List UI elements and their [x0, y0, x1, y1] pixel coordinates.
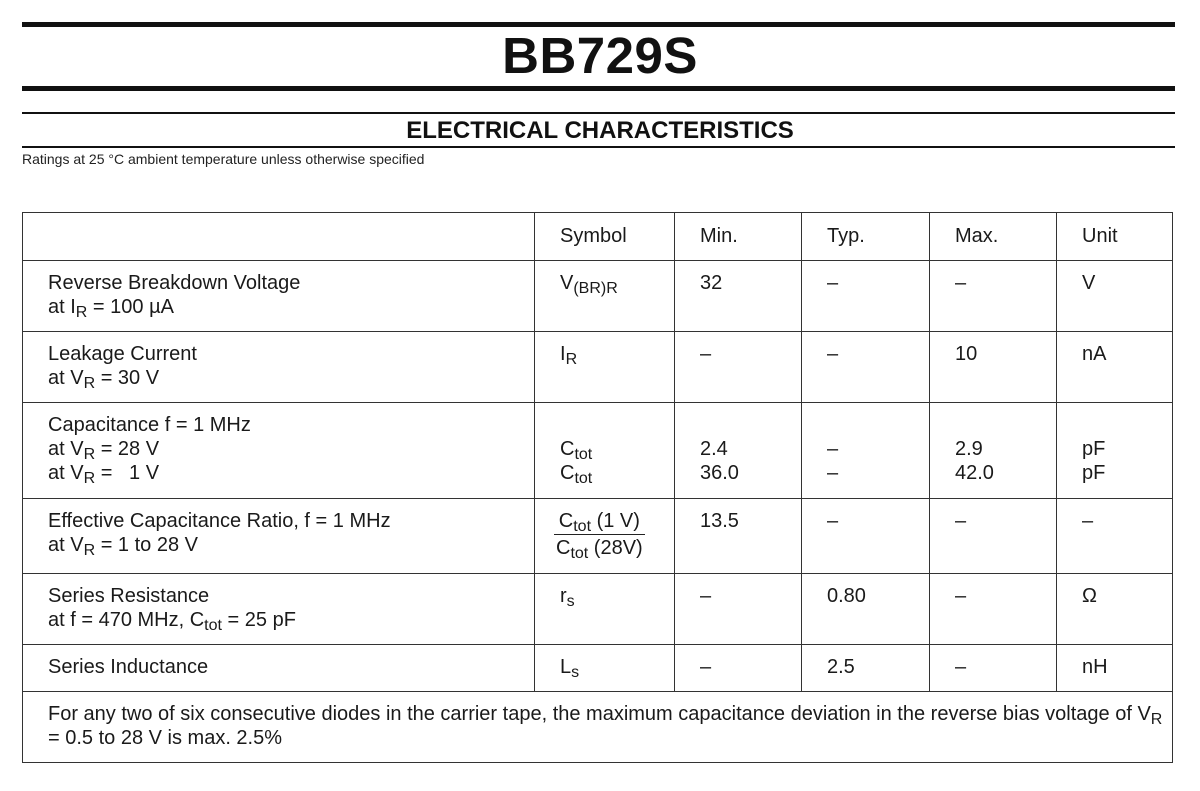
- header-typ: Typ.: [802, 213, 930, 261]
- parameter-condition: at $V_R = 28$ V: [48, 438, 160, 463]
- symbol-cell: $V_{(BR)R}$: [535, 261, 675, 332]
- parameter-condition: at $I_R = 100$ µA: [48, 296, 174, 321]
- header-max: Max.: [930, 213, 1057, 261]
- typ-value: –: [802, 261, 930, 332]
- footnote-text: For any two of six consecutive diodes in the carrier tape, the maximum capacitance deviation in the reverse bias voltage of $V_R = 0.5$ to 28 V is max. 2.5%: [23, 692, 1173, 763]
- parameter-cell: [23, 332, 535, 403]
- parameter-cell: [23, 499, 535, 574]
- min-value: –: [675, 574, 802, 645]
- header-unit: Unit: [1057, 213, 1173, 261]
- unit-value: –: [1057, 499, 1173, 574]
- parameter-cell: [23, 261, 535, 332]
- section-bottom-rule: [22, 146, 1175, 148]
- header-symbol: Symbol: [535, 213, 675, 261]
- unit-value: nH: [1057, 645, 1173, 692]
- footnote-row: [23, 692, 1173, 763]
- symbol-cell: $C_{tot}$ $C_{tot}$: [535, 403, 675, 499]
- parameter-title: Effective Capacitance Ratio, f = 1 MHz: [48, 510, 391, 532]
- table-row: [23, 332, 1173, 403]
- parameter-title: Series Inductance: [48, 656, 209, 678]
- symbol-cell: $L_s$: [535, 645, 675, 692]
- parameter-cell: [23, 403, 535, 499]
- unit-value: pF pF: [1057, 403, 1173, 499]
- parameter-title: Capacitance f = 1 MHz: [48, 414, 251, 436]
- header-parameter: [23, 213, 535, 261]
- section-top-rule: [22, 112, 1175, 114]
- table-header-row: [23, 213, 1173, 261]
- parameter-title: Leakage Current: [48, 343, 197, 365]
- max-value: 2.9 42.0: [930, 403, 1057, 499]
- max-value: –: [930, 261, 1057, 332]
- ratings-note: Ratings at 25 °C ambient temperature unless otherwise specified: [22, 151, 425, 167]
- table-row: [23, 403, 1173, 499]
- capacitance-ratio-fraction: $\frac{C_{tot} (1 V)}{C_{tot} (28V)}$: [556, 510, 643, 562]
- typ-value: 2.5: [802, 645, 930, 692]
- typ-value: 0.80: [802, 574, 930, 645]
- min-value: 13.5: [675, 499, 802, 574]
- max-value: –: [930, 499, 1057, 574]
- electrical-characteristics-table: [22, 212, 1173, 763]
- min-value: –: [675, 332, 802, 403]
- unit-value: V: [1057, 261, 1173, 332]
- title-bottom-rule: [22, 86, 1175, 91]
- parameter-condition: at f = 470 MHz, $C_{tot} = 25$ pF: [48, 609, 296, 634]
- typ-value: –: [802, 332, 930, 403]
- parameter-title: Reverse Breakdown Voltage: [48, 272, 301, 294]
- symbol-cell: $r_s$: [535, 574, 675, 645]
- parameter-title: Series Resistance: [48, 585, 210, 607]
- symbol-cell: $I_R$: [535, 332, 675, 403]
- parameter-condition: at $V_R = 1$ to 28 V: [48, 534, 198, 559]
- typ-value: –: [802, 499, 930, 574]
- parameter-condition: at $V_R = 30$ V: [48, 367, 160, 392]
- max-value: –: [930, 645, 1057, 692]
- typ-value: – –: [802, 403, 930, 499]
- min-value: 2.4 36.0: [675, 403, 802, 499]
- table-row: [23, 261, 1173, 332]
- max-value: –: [930, 574, 1057, 645]
- min-value: 32: [675, 261, 802, 332]
- section-title: ELECTRICAL CHARACTERISTICS: [406, 117, 794, 144]
- symbol-cell: [535, 499, 675, 574]
- min-value: –: [675, 645, 802, 692]
- parameter-condition: at $V_R = 1$ V: [48, 462, 160, 487]
- max-value: 10: [930, 332, 1057, 403]
- part-number-title: BB729S: [502, 27, 698, 84]
- parameter-cell: [23, 645, 535, 692]
- parameter-cell: [23, 574, 535, 645]
- unit-value: Ω: [1057, 574, 1173, 645]
- table-row: [23, 574, 1173, 645]
- unit-value: nA: [1057, 332, 1173, 403]
- table-row: [23, 499, 1173, 574]
- header-min: Min.: [675, 213, 802, 261]
- table-row: [23, 645, 1173, 692]
